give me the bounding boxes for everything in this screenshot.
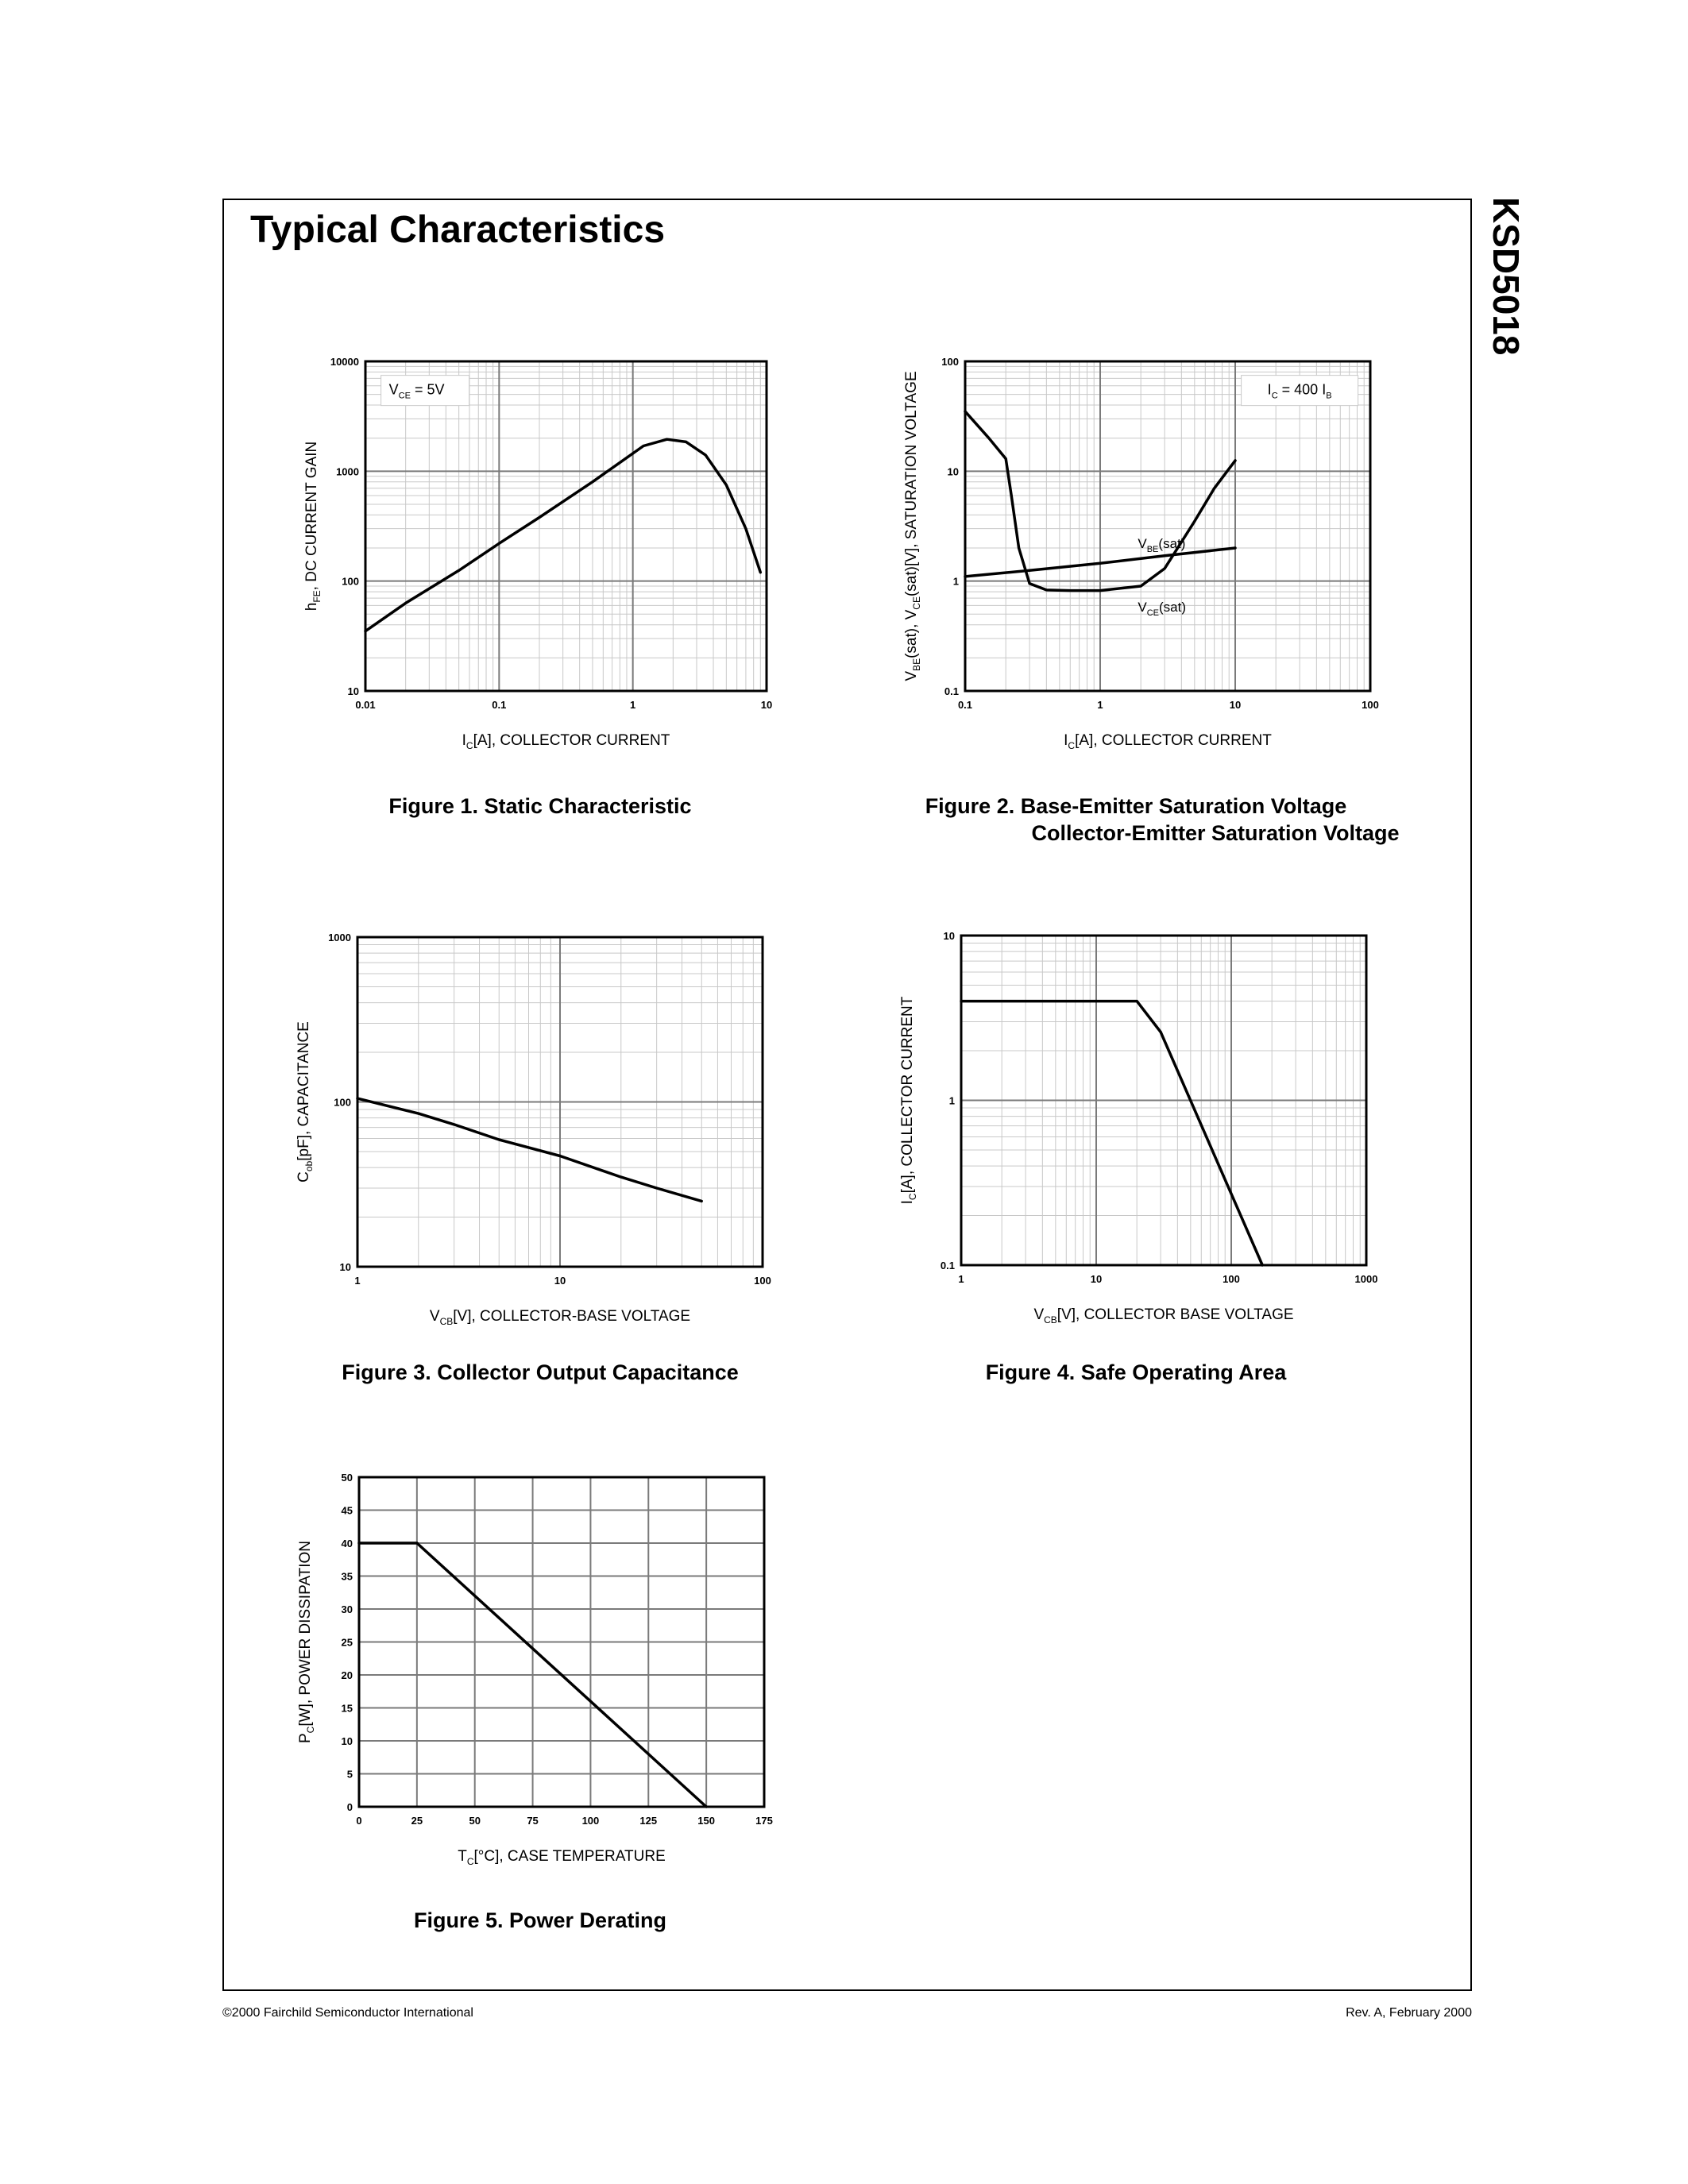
figure-3-caption: Figure 3. Collector Output Capacitance [342,1360,739,1384]
y-tick-label: 10000 [330,356,359,368]
x-tick-label: 100 [581,1815,600,1827]
figure-1-caption: Figure 1. Static Characteristic [388,794,692,818]
y-tick-label: 15 [341,1702,353,1715]
y-axis-label: $P_C[W]$, POWER DISSIPATION [297,1541,316,1743]
y-tick-label: 45 [341,1504,353,1517]
y-tick-label: 10 [347,685,359,697]
x-axis-label: $I_C[A]$, COLLECTOR CURRENT [1064,732,1272,751]
x-tick-label: 10 [554,1275,566,1287]
x-tick-label: 150 [697,1815,715,1827]
figure-3-chart [262,913,802,1330]
footer-revision: Rev. A, February 2000 [1346,2006,1472,2020]
x-axis-label: $V_{CB}[V]$, COLLECTOR BASE VOLTAGE [1033,1306,1294,1325]
y-axis-label: $h_{FE}$, DC CURRENT GAIN [303,441,323,612]
y-tick-label: 0 [346,1801,353,1813]
y-tick-label: 100 [342,575,359,588]
figure-2-chart [858,338,1406,766]
x-tick-label: 0 [356,1815,362,1827]
y-tick-label: 100 [334,1096,351,1109]
x-tick-label: 50 [469,1815,481,1827]
x-axis-label: $I_C[A]$, COLLECTOR CURRENT [462,732,670,751]
x-tick-label: 1 [1097,699,1103,711]
y-tick-label: 10 [339,1261,351,1273]
page-title: Typical Characteristics [250,209,666,251]
footer-copyright: ©2000 Fairchild Semiconductor International [222,2006,473,2020]
x-tick-label: 10 [1229,699,1242,711]
figure-1-chart [262,338,802,766]
figure-2-caption-line-2: Collector-Emitter Saturation Voltage [1031,821,1400,845]
x-tick-label: 175 [755,1815,773,1827]
plot-frame [365,361,767,691]
x-tick-label: 0.1 [492,699,507,711]
x-tick-label: 100 [1362,699,1379,711]
y-tick-label: 1 [948,1094,955,1107]
y-tick-label: 1000 [328,932,351,943]
y-axis-label: $C_{ob}[pF]$, CAPACITANCE [295,1021,315,1183]
x-tick-label: 1 [958,1273,964,1285]
y-tick-label: 50 [341,1472,353,1484]
y-tick-label: 5 [346,1768,353,1781]
part-number-text: KSD5018 [1485,197,1527,356]
plot-frame [965,361,1370,691]
figure-5-caption: Figure 5. Power Derating [413,1908,667,1932]
y-tick-label: 100 [941,356,959,368]
y-tick-label: 0.1 [940,1260,955,1271]
x-tick-label: 100 [1223,1273,1240,1285]
x-tick-label: 75 [527,1815,539,1827]
series-line-cob [357,1098,701,1201]
figure-4-chart [858,913,1406,1330]
series-label: $V_{CE}(sat)$ [1138,599,1187,618]
x-tick-label: 100 [754,1275,771,1287]
y-tick-label: 1 [952,575,959,588]
x-tick-label: 1 [354,1275,361,1287]
condition-annotation: $I_C = 400$ $I_B$ [1267,381,1332,401]
x-tick-label: 10 [1090,1273,1103,1285]
x-axis-label: $V_{CB}[V]$, COLLECTOR-BASE VOLTAGE [429,1308,691,1327]
y-tick-label: 20 [341,1669,353,1681]
y-tick-label: 10 [947,465,959,478]
series-line-soa [961,1001,1262,1265]
x-axis-label: $T_C[^\circ C]$, CASE TEMPERATURE [458,1848,666,1867]
figure-4-caption: Figure 4. Safe Operating Area [985,1360,1287,1384]
y-tick-label: 25 [341,1636,353,1649]
y-tick-label: 10 [341,1735,353,1747]
y-tick-label: 10 [943,930,955,942]
y-tick-label: 1000 [336,465,359,478]
y-axis-label: $V_{BE}(sat)$, $V_{CE}(sat)[V]$, SATURATION VOLTAGE [903,371,922,681]
y-tick-label: 0.1 [944,685,959,697]
series-label: $V_{BE}(sat)$ [1138,536,1186,555]
part-number-label [1477,197,1533,388]
figure-5-chart [262,1453,802,1874]
figure-2-caption-line-1: Figure 2. Base-Emitter Saturation Voltage [925,794,1347,818]
x-tick-label: 1 [630,699,636,711]
x-tick-label: 10 [760,699,773,711]
y-tick-label: 40 [341,1538,353,1549]
x-tick-label: 0.01 [355,699,376,711]
y-axis-label: $I_C[A]$, COLLECTOR CURRENT [899,996,918,1205]
x-tick-label: 0.1 [957,699,973,711]
x-tick-label: 1000 [1354,1273,1378,1285]
y-tick-label: 35 [341,1570,353,1583]
condition-annotation: $V_{CE} = 5V$ [388,381,445,401]
y-tick-label: 30 [341,1603,353,1615]
x-tick-label: 125 [639,1815,658,1827]
x-tick-label: 25 [411,1815,423,1827]
